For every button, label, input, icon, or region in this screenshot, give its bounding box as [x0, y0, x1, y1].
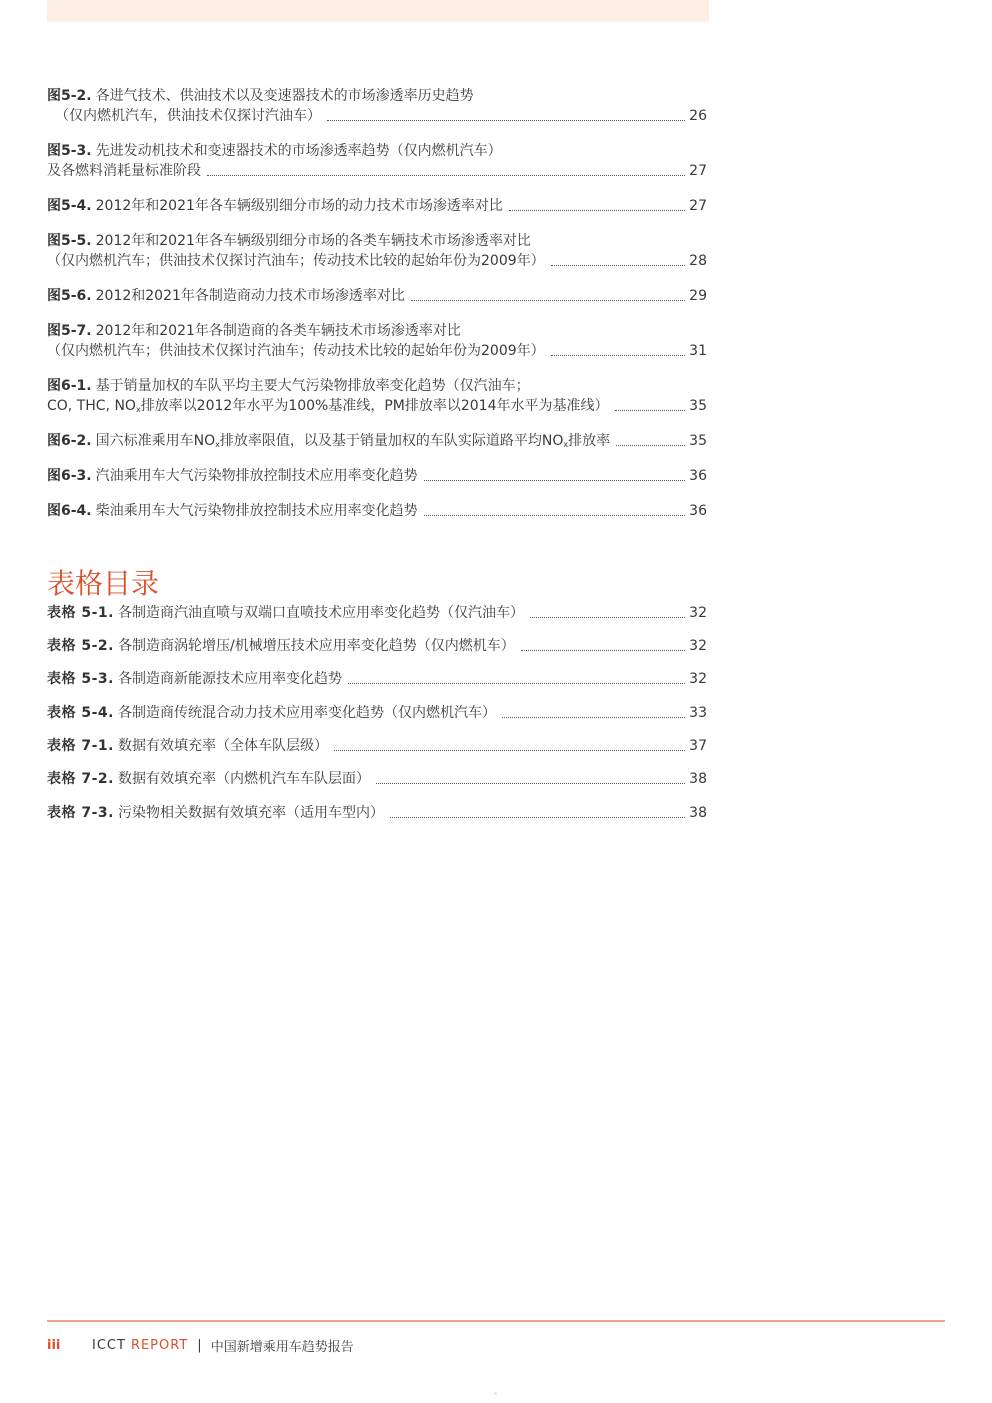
- figure-title-cont: 及各燃料消耗量标准阶段: [47, 163, 201, 179]
- leader-dots: [530, 617, 685, 618]
- page-footer: [47, 1336, 354, 1355]
- table-number: 表格 5-3.: [47, 671, 114, 687]
- figure-title-cont: CO, THC, $NO_x$排放率以2012年水平为100%基准线，PM排放率以2014年水平为基准线）: [47, 398, 609, 414]
- leader-dots: [390, 817, 685, 818]
- figure-number: 图6-1.: [47, 378, 92, 394]
- table-title: 各制造商涡轮增压/机械增压技术应用率变化趋势（仅内燃机车）: [118, 638, 515, 654]
- toc-entry-table-5-2[interactable]: [47, 636, 707, 656]
- figure-title: 国六标准乘用车$NO_x$排放率限值，以及基于销量加权的车队实际道路平均$NO_x$排放率: [95, 433, 611, 449]
- leader-dots: [551, 265, 686, 266]
- figure-number: 图5-5.: [47, 233, 92, 249]
- tables-section-title: 表格目录: [47, 567, 160, 600]
- toc-entry-figure-5-4[interactable]: [47, 196, 707, 216]
- table-title: 各制造商汽油直喷与双端口直喷技术应用率变化趋势（仅汽油车）: [118, 605, 524, 621]
- figure-number: 图6-4.: [47, 503, 92, 519]
- leader-dots: [551, 355, 686, 356]
- page-number: 36: [689, 468, 707, 484]
- footer-org: ICCT: [92, 1338, 126, 1353]
- figure-number: 图5-2.: [47, 88, 92, 104]
- leader-dots: [411, 300, 685, 301]
- toc-entry-table-5-4[interactable]: [47, 703, 707, 723]
- figure-title-cont: （仅内燃机汽车；供油技术仅探讨汽油车；传动技术比较的起始年份为2009年）: [47, 253, 545, 269]
- toc-entry-figure-5-3[interactable]: [47, 141, 707, 181]
- table-title: 数据有效填充率（全体车队层级）: [118, 738, 328, 754]
- toc-entry-table-7-3[interactable]: [47, 803, 707, 823]
- page-marker-dot: [494, 1392, 497, 1395]
- leader-dots: [509, 210, 685, 211]
- figure-title-cont: （仅内燃机汽车，供油技术仅探讨汽油车）: [55, 108, 321, 124]
- toc-entry-figure-6-4[interactable]: [47, 501, 707, 521]
- table-number: 表格 5-2.: [47, 638, 114, 654]
- figure-number: 图6-2.: [47, 433, 92, 449]
- figure-number: 图5-3.: [47, 143, 92, 159]
- toc-entry-table-7-2[interactable]: [47, 769, 707, 789]
- toc-entry-figure-5-6[interactable]: [47, 286, 707, 306]
- toc-entry-table-5-1[interactable]: [47, 603, 707, 623]
- toc-entry-figure-5-7[interactable]: [47, 321, 707, 361]
- page-number: 26: [689, 108, 707, 124]
- toc-entry-figure-5-5[interactable]: [47, 231, 707, 271]
- page-number: 35: [689, 398, 707, 414]
- page-number: 37: [689, 738, 707, 754]
- toc-entry-figure-6-3[interactable]: [47, 466, 707, 486]
- figure-title-cont: （仅内燃机汽车；供油技术仅探讨汽油车；传动技术比较的起始年份为2009年）: [47, 343, 545, 359]
- figure-title: 各进气技术、供油技术以及变速器技术的市场渗透率历史趋势: [95, 88, 474, 104]
- table-number: 表格 7-2.: [47, 771, 114, 787]
- page-number: 32: [689, 671, 707, 687]
- toc-entry-figure-5-2[interactable]: [47, 86, 707, 126]
- toc-entry-table-7-1[interactable]: [47, 736, 707, 756]
- figure-title: 2012和2021年各制造商动力技术市场渗透率对比: [95, 288, 405, 304]
- footer-report-label: REPORT: [130, 1338, 189, 1353]
- figure-number: 图5-7.: [47, 323, 92, 339]
- table-title: 各制造商传统混合动力技术应用率变化趋势（仅内燃机汽车）: [118, 705, 496, 721]
- page-number: 27: [689, 198, 707, 214]
- toc-entry-figure-6-2[interactable]: [47, 431, 707, 451]
- leader-dots: [424, 515, 686, 516]
- figure-title: 2012年和2021年各车辆级别细分市场的各类车辆技术市场渗透率对比: [95, 233, 531, 249]
- page-number: 36: [689, 503, 707, 519]
- toc-entry-figure-6-1[interactable]: [47, 376, 707, 416]
- leader-dots: [521, 650, 685, 651]
- leader-dots: [376, 783, 685, 784]
- footer-report-title: 中国新增乘用车趋势报告: [210, 1340, 354, 1355]
- figure-number: 图6-3.: [47, 468, 92, 484]
- page-number: 27: [689, 163, 707, 179]
- header-highlight-box: [47, 0, 709, 22]
- figure-title: 基于销量加权的车队平均主要大气污染物排放率变化趋势（仅汽油车；: [95, 378, 530, 394]
- page-number: 38: [689, 771, 707, 787]
- page-number: 31: [689, 343, 707, 359]
- figure-title: 先进发动机技术和变速器技术的市场渗透率趋势（仅内燃机汽车）: [95, 143, 502, 159]
- table-title: 数据有效填充率（内燃机汽车车队层面）: [118, 771, 370, 787]
- toc-entry-table-5-3[interactable]: [47, 669, 707, 689]
- leader-dots: [616, 445, 685, 446]
- leader-dots: [615, 410, 686, 411]
- page-number: 38: [689, 805, 707, 821]
- table-number: 表格 5-1.: [47, 605, 114, 621]
- page-number: 35: [689, 433, 707, 449]
- table-title: 各制造商新能源技术应用率变化趋势: [118, 671, 342, 687]
- table-number: 表格 5-4.: [47, 705, 114, 721]
- figure-title: 汽油乘用车大气污染物排放控制技术应用率变化趋势: [95, 468, 418, 484]
- leader-dots: [424, 480, 686, 481]
- page-number: 29: [689, 288, 707, 304]
- leader-dots: [502, 717, 685, 718]
- page-number: 33: [689, 705, 707, 721]
- page-number: 32: [689, 638, 707, 654]
- table-title: 污染物相关数据有效填充率（适用车型内）: [118, 805, 384, 821]
- leader-dots: [327, 120, 685, 121]
- figure-number: 图5-4.: [47, 198, 92, 214]
- leader-dots: [334, 750, 685, 751]
- footer-page-number: iii: [47, 1338, 61, 1353]
- footer-divider: [47, 1320, 945, 1322]
- table-number: 表格 7-1.: [47, 738, 114, 754]
- figure-title: 2012年和2021年各制造商的各类车辆技术市场渗透率对比: [95, 323, 461, 339]
- figure-title: 2012年和2021年各车辆级别细分市场的动力技术市场渗透率对比: [95, 198, 503, 214]
- figure-number: 图5-6.: [47, 288, 92, 304]
- page-number: 28: [689, 253, 707, 269]
- leader-dots: [348, 683, 685, 684]
- page-number: 32: [689, 605, 707, 621]
- footer-separator: |: [197, 1338, 202, 1353]
- leader-dots: [207, 175, 685, 176]
- figure-title: 柴油乘用车大气污染物排放控制技术应用率变化趋势: [95, 503, 418, 519]
- table-number: 表格 7-3.: [47, 805, 114, 821]
